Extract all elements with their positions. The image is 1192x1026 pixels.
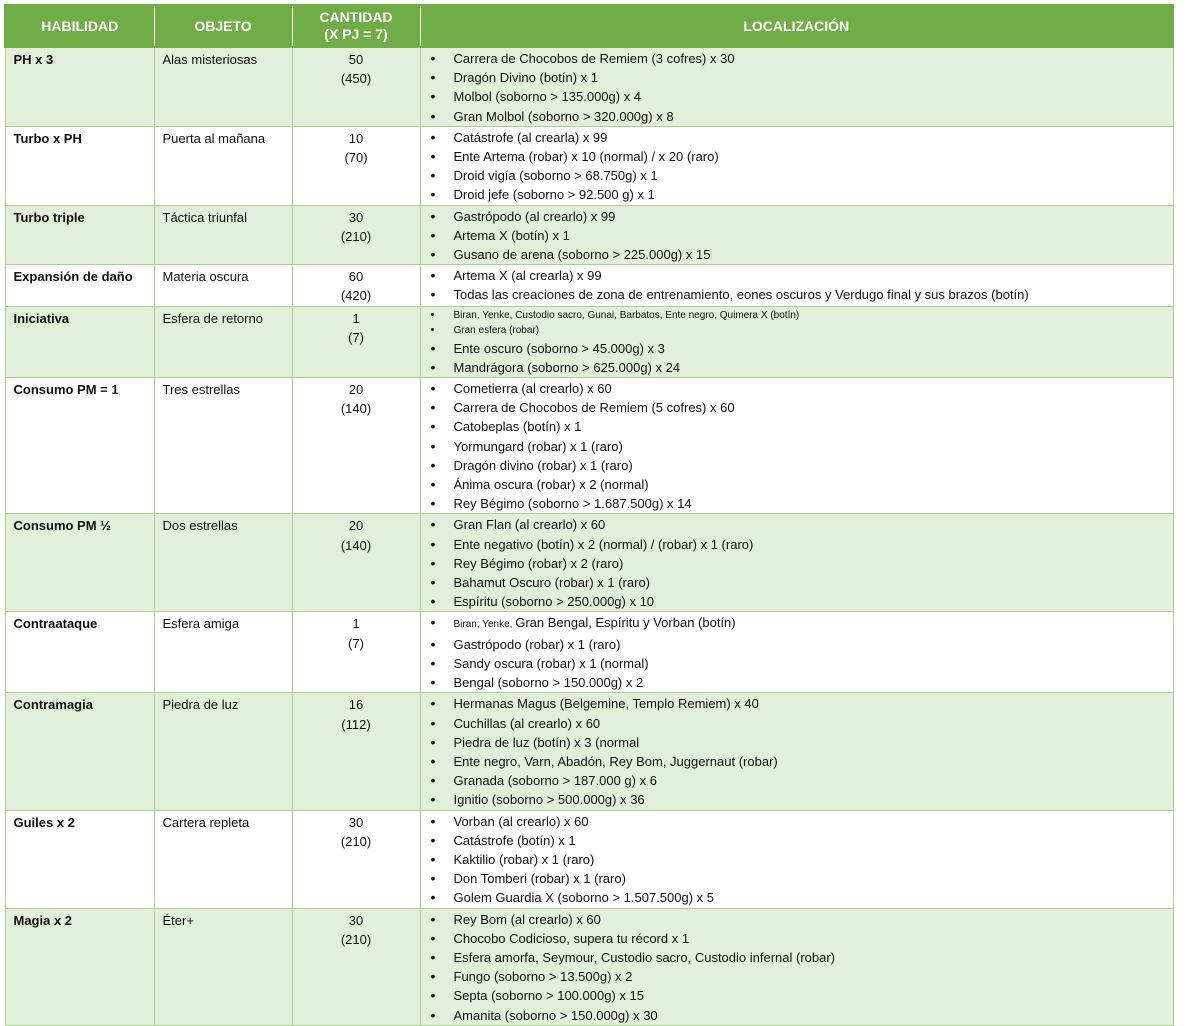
location-item: • Piedra de luz (botín) x 3 (normal (427, 733, 1165, 752)
table-row (5, 306, 1173, 377)
cell-objeto: Dos estrellas (154, 514, 292, 612)
location-item: • Golem Guardia X (soborno > 1.507.500g) x 5 (427, 888, 1165, 907)
cell-objeto: Esfera de retorno (154, 306, 292, 377)
header-row (5, 5, 1173, 47)
cell-localizacion (420, 126, 1173, 205)
location-item: • Kaktilio (robar) x 1 (raro) (427, 850, 1165, 869)
cell-objeto: Táctica triunfal (154, 205, 292, 265)
cantidad-value: 16 (348, 697, 364, 713)
location-item: • Carrera de Chocobos de Remiem (3 cofres) x 30 (427, 49, 1165, 68)
location-item-rest: Gran Bengal, Espíritu y Vorban (botín) (515, 615, 736, 631)
location-item: • Dragón Divino (botín) x 1 (427, 68, 1165, 87)
location-item: • Vorban (al crearlo) x 60 (427, 812, 1165, 831)
location-item: • Droid jefe (soborno > 92.500 g) x 1 (427, 185, 1165, 204)
cantidad-total: (70) (344, 150, 368, 166)
location-item: • Gran esfera (robar) (427, 323, 1165, 339)
cantidad-value: 1 (352, 616, 360, 632)
cantidad-total: (210) (340, 833, 372, 849)
cell-cantidad (292, 612, 420, 693)
table-row (5, 265, 1173, 306)
location-item: • Gusano de arena (soborno > 225.000g) x 15 (427, 245, 1165, 264)
table-row (5, 810, 1173, 908)
location-item: • Gran Molbol (soborno > 320.000g) x 8 (427, 107, 1165, 126)
cantidad-value: 30 (348, 209, 364, 225)
location-list (427, 515, 1165, 611)
location-item: • Septa (soborno > 100.000g) x 15 (427, 986, 1165, 1005)
location-item: • Bahamut Oscuro (robar) x 1 (raro) (427, 573, 1165, 592)
cell-habilidad: Contraataque (5, 612, 154, 693)
location-item: • Ignitio (soborno > 500.000g) x 36 (427, 790, 1165, 809)
location-item: • Ente negro, Varn, Abadón, Rey Bom, Juggernaut (robar) (427, 752, 1165, 771)
location-item: • Artema X (botín) x 1 (427, 226, 1165, 245)
location-item: • Ente Artema (robar) x 10 (normal) / x 20 (raro) (427, 147, 1165, 166)
location-item: • Droid vigía (soborno > 68.750g) x 1 (427, 166, 1165, 185)
cell-cantidad (292, 306, 420, 377)
cantidad-value: 10 (348, 130, 364, 146)
header-localizacion: LOCALIZACIÓN (420, 5, 1173, 47)
location-item: • Gran Flan (al crearlo) x 60 (427, 515, 1165, 534)
location-item: • Hermanas Magus (Belgemine, Templo Remiem) x 40 (427, 694, 1165, 713)
cell-habilidad: Turbo x PH (5, 126, 154, 205)
cell-cantidad (292, 126, 420, 205)
header-cantidad-line2: (X PJ = 7) (324, 26, 388, 42)
table-row (5, 126, 1173, 205)
cell-objeto: Cartera repleta (154, 810, 292, 908)
location-list (427, 694, 1165, 809)
cell-habilidad: Magia x 2 (5, 908, 154, 1025)
location-item: • Don Tomberi (robar) x 1 (raro) (427, 869, 1165, 888)
cantidad-value: 20 (348, 382, 364, 398)
cell-objeto: Éter+ (154, 908, 292, 1025)
location-item: • Chocobo Codicioso, supera tu récord x 1 (427, 929, 1165, 948)
cell-objeto: Piedra de luz (154, 693, 292, 810)
location-list (427, 308, 1165, 377)
table-row (5, 612, 1173, 693)
location-item (427, 613, 1165, 634)
abilities-table (4, 4, 1174, 1026)
cell-localizacion (420, 908, 1173, 1025)
cell-localizacion (420, 514, 1173, 612)
cell-objeto: Puerta al mañana (154, 126, 292, 205)
cell-localizacion (420, 378, 1173, 514)
table-row (5, 693, 1173, 810)
location-item: • Yormungard (robar) x 1 (raro) (427, 437, 1165, 456)
cantidad-value: 50 (348, 52, 364, 67)
cell-cantidad (292, 810, 420, 908)
location-item: • Espíritu (soborno > 250.000g) x 10 (427, 592, 1165, 611)
cantidad-total: (7) (348, 329, 364, 345)
cell-habilidad: Guiles x 2 (5, 810, 154, 908)
location-item: • Molbol (soborno > 135.000g) x 4 (427, 87, 1165, 106)
cantidad-value: 60 (348, 269, 364, 285)
cantidad-value: 30 (348, 814, 364, 830)
location-item: • Cuchillas (al crearlo) x 60 (427, 714, 1165, 733)
cantidad-total: (450) (340, 71, 372, 87)
cell-objeto: Materia oscura (154, 265, 292, 306)
cantidad-total: (112) (341, 716, 371, 732)
location-item: • Bengal (soborno > 150.000g) x 2 (427, 673, 1165, 692)
cell-localizacion (420, 693, 1173, 810)
cell-localizacion (420, 810, 1173, 908)
location-item: • Rey Bégimo (soborno > 1.687.500g) x 14 (427, 494, 1165, 513)
location-item: • Esfera amorfa, Seymour, Custodio sacro, Custodio infernal (robar) (427, 948, 1165, 967)
location-item: • Rey Bom (al crearlo) x 60 (427, 910, 1165, 929)
cell-localizacion (420, 612, 1173, 693)
cell-habilidad: PH x 3 (5, 47, 154, 126)
cell-cantidad (292, 265, 420, 306)
cell-objeto: Tres estrellas (154, 378, 292, 514)
header-cantidad (292, 5, 420, 47)
cell-cantidad (292, 693, 420, 810)
cell-localizacion (420, 47, 1173, 126)
cantidad-total: (210) (340, 228, 372, 244)
location-item: • Catástrofe (botín) x 1 (427, 831, 1165, 850)
location-list (427, 613, 1165, 692)
cell-habilidad: Consumo PM = 1 (5, 378, 154, 514)
location-list (427, 207, 1165, 265)
location-item-prefix: Biran, Yenke, (453, 619, 516, 631)
location-item: • Carrera de Chocobos de Remiem (5 cofres) x 60 (427, 398, 1165, 417)
location-list (427, 128, 1165, 205)
table-row (5, 47, 1173, 126)
header-habilidad: HABILIDAD (5, 5, 154, 47)
table-row (5, 514, 1173, 612)
cell-cantidad (292, 908, 420, 1025)
cell-localizacion (420, 306, 1173, 377)
table-body (5, 47, 1173, 1025)
cell-objeto: Esfera amiga (154, 612, 292, 693)
location-list (427, 379, 1165, 513)
cell-cantidad (292, 514, 420, 612)
location-item: • Ente oscuro (soborno > 45.000g) x 3 (427, 339, 1165, 358)
location-item: • Catástrofe (al crearla) x 99 (427, 128, 1165, 147)
cantidad-value: 20 (348, 518, 364, 534)
cantidad-total: (140) (340, 537, 372, 553)
location-item: • Rey Bégimo (robar) x 2 (raro) (427, 554, 1165, 573)
location-item: • Gastrópodo (robar) x 1 (raro) (427, 635, 1165, 654)
location-list (427, 910, 1165, 1025)
cell-habilidad: Consumo PM ½ (5, 514, 154, 612)
cell-cantidad (292, 47, 420, 126)
cantidad-total: (140) (340, 401, 372, 417)
location-item: • Biran, Yenke, Custodio sacro, Gunai, Barbatos, Ente negro, Quimera X (botín) (427, 308, 1165, 324)
location-item: • Gastrópodo (al crearlo) x 99 (427, 207, 1165, 226)
location-item: • Ánima oscura (robar) x 2 (normal) (427, 475, 1165, 494)
location-item: • Artema X (al crearla) x 99 (427, 266, 1165, 285)
cantidad-total: (7) (348, 635, 364, 651)
cell-localizacion (420, 265, 1173, 306)
location-list (427, 266, 1165, 304)
table-row (5, 908, 1173, 1025)
cell-habilidad: Contramagia (5, 693, 154, 810)
location-item: • Ente negativo (botín) x 2 (normal) / (robar) x 1 (raro) (427, 535, 1165, 554)
cell-habilidad: Iniciativa (5, 306, 154, 377)
cantidad-total: (210) (340, 931, 372, 947)
table-header (5, 5, 1173, 47)
cell-localizacion (420, 205, 1173, 265)
location-item: • Todas las creaciones de zona de entrenamiento, eones oscuros y Verdugo final y sus brazos (botín) (427, 285, 1165, 304)
location-list (427, 49, 1165, 126)
location-item: • Mandrágora (soborno > 625.000g) x 24 (427, 358, 1165, 377)
table-row (5, 378, 1173, 514)
location-list (427, 812, 1165, 908)
location-item: • Sandy oscura (robar) x 1 (normal) (427, 654, 1165, 673)
location-item: • Cometierra (al crearlo) x 60 (427, 379, 1165, 398)
cell-habilidad: Expansión de daño (5, 265, 154, 306)
cell-habilidad: Turbo triple (5, 205, 154, 265)
location-item: • Amanita (soborno > 150.000g) x 30 (427, 1006, 1165, 1025)
cell-cantidad (292, 205, 420, 265)
cell-objeto: Alas misteriosas (154, 47, 292, 126)
cantidad-value: 30 (348, 912, 364, 928)
table-row (5, 205, 1173, 265)
header-objeto: OBJETO (154, 5, 292, 47)
cell-cantidad (292, 378, 420, 514)
cantidad-value: 1 (352, 310, 360, 326)
location-item: • Fungo (soborno > 13.500g) x 2 (427, 967, 1165, 986)
location-item: • Granada (soborno > 187.000 g) x 6 (427, 771, 1165, 790)
location-item: • Catobeplas (botín) x 1 (427, 417, 1165, 436)
cantidad-total: (420) (340, 288, 372, 304)
header-cantidad-line1: CANTIDAD (319, 9, 393, 25)
location-item: • Dragón divino (robar) x 1 (raro) (427, 456, 1165, 475)
table-container (4, 4, 1172, 1026)
